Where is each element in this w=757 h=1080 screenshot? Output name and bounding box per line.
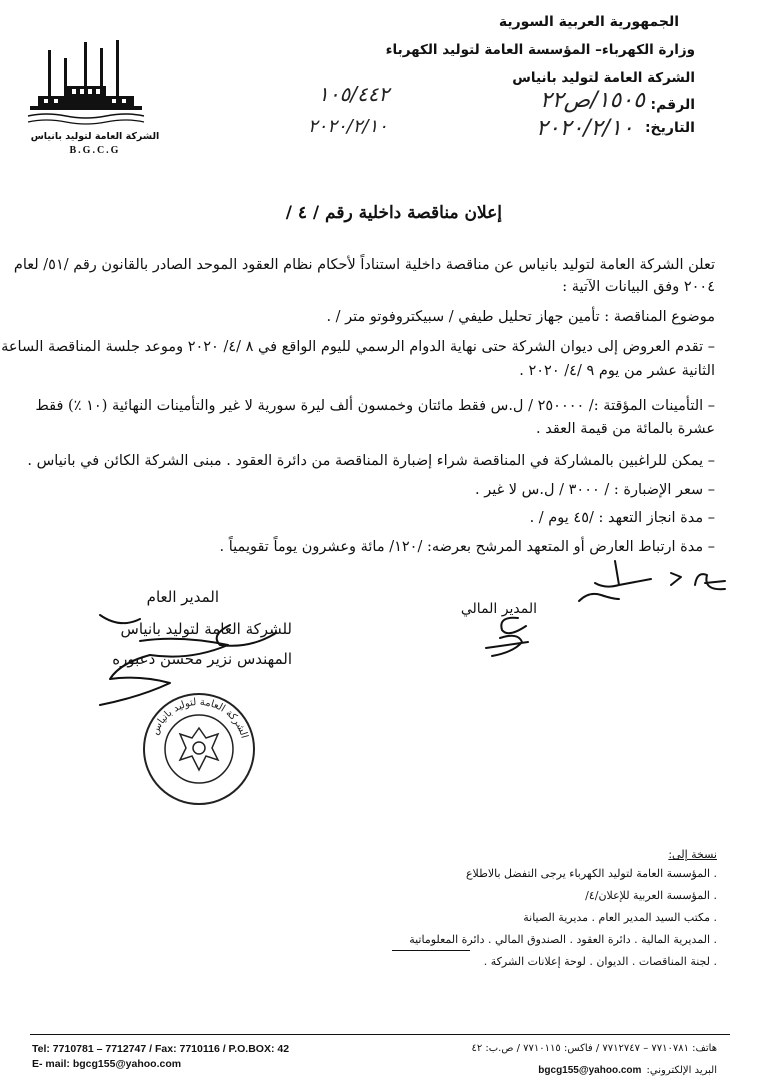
- handwritten-note-date: ٢٠٢٠/٢/١٠: [308, 116, 388, 137]
- body-intro-line-2: ٢٠٠٤ وفق البيانات الآتية :: [562, 279, 715, 295]
- financial-manager-signature: [478, 612, 548, 662]
- underline-mark: [392, 950, 470, 951]
- footer-email-label: البريد الإلكتروني:: [646, 1065, 717, 1076]
- company-stamp: [140, 690, 258, 808]
- footer-contact-arabic: هاتف: ٧٧١٠٧٨١ – ٧٧١٢٧٤٧ / فاكس: ٧٧١٠١١٥ / ص.ب: ٤٢: [471, 1043, 717, 1054]
- company-heading: الشركة العامة لتوليد بانياس: [512, 70, 695, 86]
- power-plant-icon: [26, 38, 146, 128]
- body-insurance-line-2: عشرة بالمائة من قيمة العقد .: [536, 421, 715, 437]
- body-intro-line-1: تعلن الشركة العامة لتوليد بانياس عن مناقصة داخلية استناداً لأحكام نظام العقود الموحد الصادر بالقانون رقم /٥١/ لعام: [13, 257, 715, 273]
- footer-contact-english: Tel: 7710781 – 7712747 / Fax: 7710116 / P.O.BOX: 42: [32, 1043, 290, 1055]
- company-logo: [26, 38, 146, 128]
- body-participation: – يمكن للراغبين بالمشاركة في المناقصة شراء إضبارة المناقصة من دائرة العقود . مبنى الشركة الكائن في بانياس .: [27, 453, 715, 469]
- body-offers-line-1: – تقدم العروض إلى ديوان الشركة حتى نهاية الدوام الرسمي لليوم الواقع في ٨ /٤/ ٢٠٢٠ وموعد جلسة المناقصة الساعة: [1, 339, 715, 355]
- general-manager-title: المدير العام: [146, 588, 219, 606]
- cc-item: . المؤسسة العامة لتوليد الكهرباء يرجى التفضل بالاطلاع: [465, 867, 717, 880]
- ministry-heading: وزارة الكهرباء– المؤسسة العامة لتوليد الكهرباء: [385, 42, 695, 58]
- handwritten-date: ٢٠٢٠/٢/١٠: [536, 116, 634, 141]
- announcement-title: إعلان مناقصة داخلية رقم / ٤ /: [285, 203, 502, 223]
- body-subject: موضوع المناقصة : تأمين جهاز تحليل طيفي / سبيكتروفوتو متر / .: [326, 309, 715, 325]
- logo-caption-arabic: الشركة العامة لتوليد بانياس: [30, 131, 160, 142]
- initials-signature: [575, 555, 735, 615]
- general-manager-organization: للشركة العامة لتوليد بانياس: [120, 620, 292, 638]
- financial-manager-title: المدير المالي: [460, 601, 537, 617]
- body-validity: – مدة ارتباط العارض أو المتعهد المرشح بعرضه: /١٢٠/ مائة وعشرون يوماً تقويمياً .: [219, 539, 715, 555]
- footer-email-english: E- mail: bgcg155@yahoo.com: [32, 1058, 182, 1070]
- handwritten-reference: ١٥٠٥/ص٢٢: [540, 88, 645, 113]
- logo-caption-english: B.G.C.G: [69, 145, 121, 156]
- date-label: التاريخ:: [644, 120, 695, 136]
- general-manager-name: المهندس نزير محسن دعبوره: [112, 650, 292, 668]
- body-duration: – مدة انجاز التعهد : /٤٥ يوم / .: [529, 510, 715, 526]
- cc-heading: نسخة إلى:: [668, 848, 717, 861]
- reference-label: الرقم:: [650, 97, 695, 113]
- footer-rule: [30, 1034, 730, 1035]
- svg-text:الشركة العامة لتوليد بانياس: [150, 697, 250, 740]
- body-offers-line-2: الثانية عشر من يوم ٩ /٤/ ٢٠٢٠ .: [519, 363, 715, 379]
- eagle-emblem-icon: [180, 728, 218, 770]
- footer-email-value: bgcg155@yahoo.com: [538, 1065, 642, 1076]
- republic-heading: الجمهورية العربية السورية: [498, 14, 679, 30]
- cc-item: . مكتب السيد المدير العام . مديرية الصيانة: [523, 911, 717, 924]
- cc-item: . المديرية المالية . دائرة العقود . الصندوق المالي . دائرة المعلوماتية: [409, 933, 717, 946]
- body-insurance-line-1: – التأمينات المؤقتة :/ ٢٥٠٠٠٠ / ل.س فقط مائتان وخمسون ألف ليرة سورية لا غير والتأمينات النهائية (١٠ ٪) فقط: [35, 398, 715, 414]
- stamp-text: الشركة العامة لتوليد بانياس: [149, 696, 250, 740]
- handwritten-note-number: ١٠٥/٤٤٢: [318, 82, 390, 106]
- body-file-price: – سعر الإضبارة : / ٣٠٠٠ / ل.س لا غير .: [475, 482, 715, 498]
- cc-item: . لجنة المناقصات . الديوان . لوحة إعلانات الشركة .: [483, 955, 717, 968]
- footer-email-arabic: [538, 1058, 717, 1077]
- cc-item: . المؤسسة العربية للإعلان/٤/: [585, 889, 717, 902]
